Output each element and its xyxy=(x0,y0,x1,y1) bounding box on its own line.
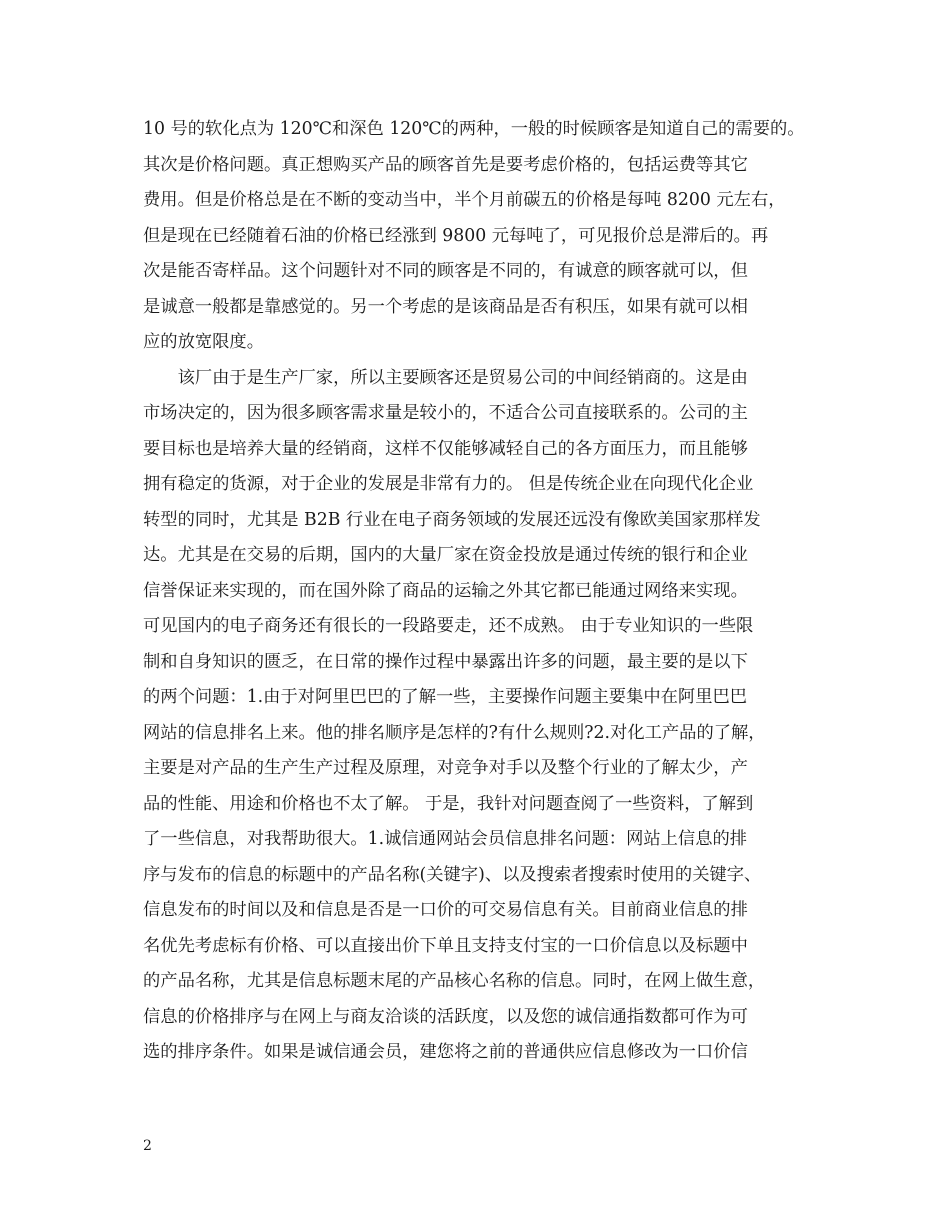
text-line: 次是能否寄样品。这个问题针对不同的顾客是不同的，有诚意的顾客就可以，但 xyxy=(143,261,748,281)
text-line: 名优先考虑标有价格、可以直接出价下单且支持支付宝的一口价信息以及标题中 xyxy=(143,935,748,956)
text-line: 网站的信息排名上来。他的排名顺序是怎样的?有什么规则?2.对化工产品的了解， xyxy=(143,722,766,743)
text-line: 主要是对产品的生产生产过程及原理，对竞争对手以及整个行业的了解太少，产 xyxy=(143,758,748,778)
page-number: 2 xyxy=(143,1138,152,1154)
text-line: 制和自身知识的匮乏，在日常的操作过程中暴露出许多的问题，最主要的是以下 xyxy=(143,651,748,672)
text-line: 转型的同时，尤其是 B2B 行业在电子商务领域的发展还远没有像欧美国家那样发 xyxy=(143,509,761,530)
text-line: 信息发布的时间以及和信息是否是一口价的可交易信息有关。目前商业信息的排 xyxy=(143,900,748,920)
text-line: 该厂由于是生产厂家，所以主要顾客还是贸易公司的中间经销商的。这是由 xyxy=(143,367,748,388)
text-line: 是诚意一般都是靠感觉的。另一个考虑的是该商品是否有积压，如果有就可以相 xyxy=(143,296,748,317)
text-line: 费用。但是价格总是在不断的变动当中，半个月前碳五的价格是每吨 8200 元左右， xyxy=(143,190,786,210)
text-line: 拥有稳定的货源，对于企业的发展是非常有力的。 但是传统企业在向现代化企业 xyxy=(143,474,754,494)
text-line: 应的放宽限度。 xyxy=(143,332,264,352)
text-line: 其次是价格问题。真正想购买产品的顾客首先是要考虑价格的，包括运费等其它 xyxy=(143,154,748,175)
text-line: 了一些信息，对我帮助很大。1.诚信通网站会员信息排名问题：网站上信息的排 xyxy=(143,829,748,849)
text-line: 可见国内的电子商务还有很长的一段路要走，还不成熟。 由于专业知识的一些限 xyxy=(143,616,754,636)
text-line: 信息的价格排序与在网上与商友洽谈的活跃度，以及您的诚信通指数都可作为可 xyxy=(143,1006,748,1027)
text-line: 序与发布的信息的标题中的产品名称(关键字)、以及搜索者搜索时使用的关键字、 xyxy=(143,864,762,885)
text-line: 10 号的软化点为 120℃和深色 120℃的两种，一般的时候顾客是知道自己的需要的。 xyxy=(143,119,805,139)
text-line: 选的排序条件。如果是诚信通会员，建您将之前的普通供应信息修改为一口价信 xyxy=(143,1042,748,1062)
text-line: 但是现在已经随着石油的价格已经涨到 9800 元每吨了，可见报价总是滞后的。再 xyxy=(143,225,769,246)
text-line: 要目标也是培养大量的经销商，这样不仅能够减轻自己的各方面压力，而且能够 xyxy=(143,438,748,459)
text-line: 的产品名称，尤其是信息标题末尾的产品核心名称的信息。同时，在网上做生意， xyxy=(143,971,766,991)
text-line: 达。尤其是在交易的后期，国内的大量厂家在资金投放是通过传统的银行和企业 xyxy=(143,545,748,565)
text-line: 信誉保证来实现的，而在国外除了商品的运输之外其它都已能通过网络来实现。 xyxy=(143,580,748,601)
text-line: 品的性能、用途和价格也不太了解。 于是，我针对问题查阅了一些资料，了解到 xyxy=(143,793,754,814)
text-line: 市场决定的，因为很多顾客需求量是较小的，不适合公司直接联系的。公司的主 xyxy=(143,403,748,423)
text-line: 的两个问题：1.由于对阿里巴巴的了解一些，主要操作问题主要集中在阿里巴巴 xyxy=(143,687,748,707)
body-text xyxy=(143,112,823,1071)
